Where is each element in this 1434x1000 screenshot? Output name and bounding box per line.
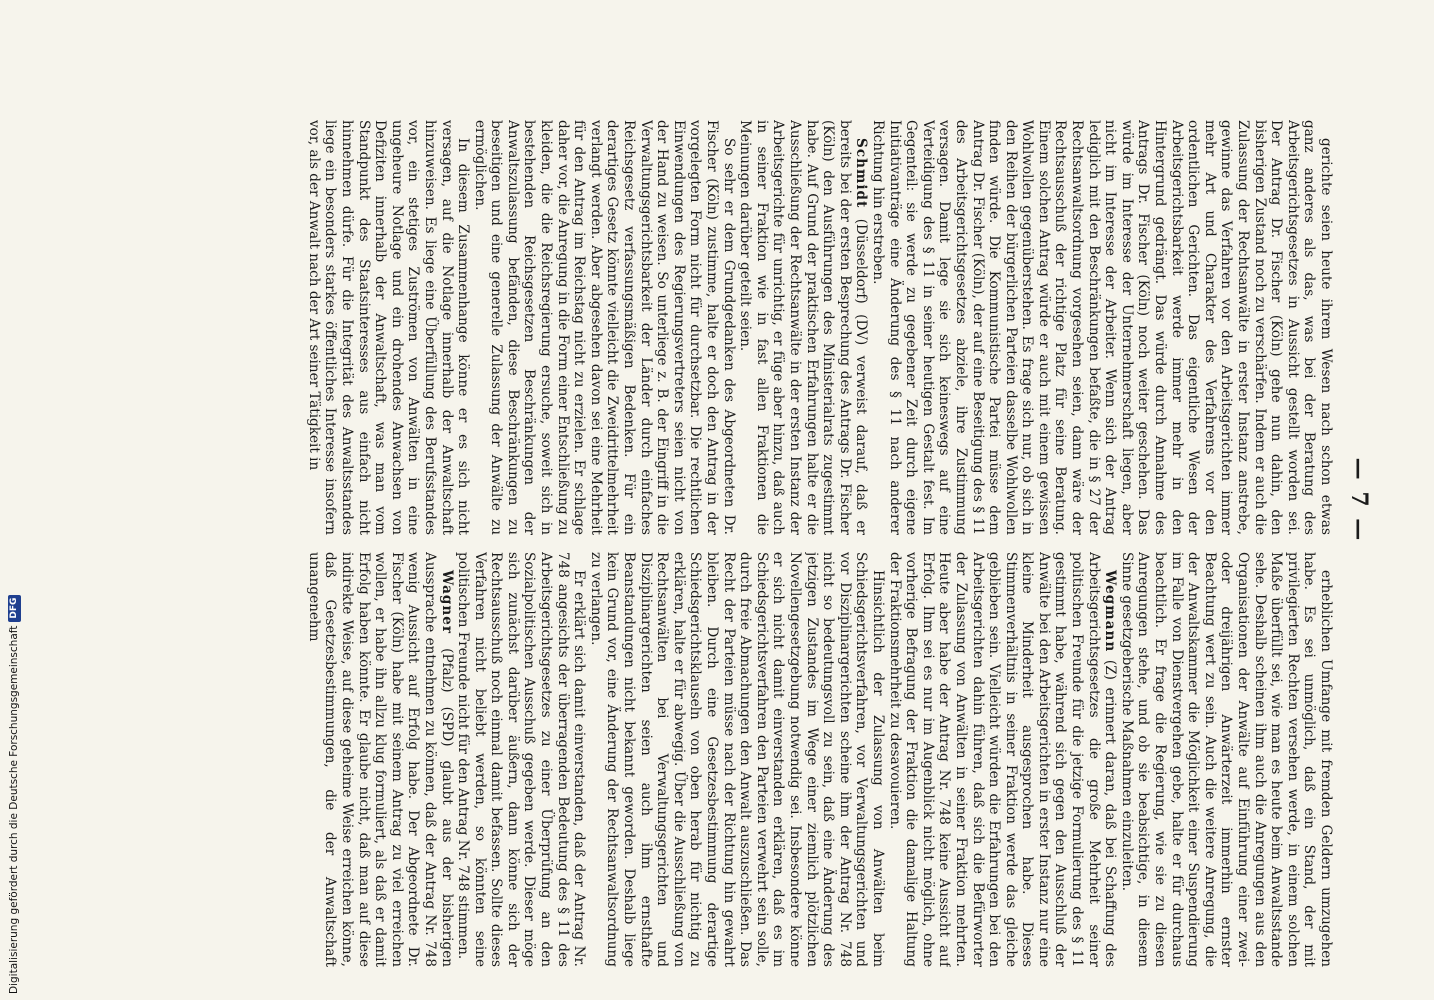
paragraph-top-3: So sehr er dem Grundgedanken des Abgeordneten Dr. Fischer (Köln) zustimme, halte er doch den Antrag in der vorgelegten Form nicht für durchsetzbar. Die rechtlichen Einwendungen des Regierungsvertreters seien nicht von der Hand zu weisen. So unterliege z. B. der Eingriff in die Verwaltungsgerichtsbarkeit der Länder durch einfaches Reichsgesetz verfassungsmäßigen Bedenken. Für ein derartiges Gesetz könnte vielleicht die Zweidrittelmehrheit verlangt werden. Aber abgesehen davon sei eine Mehrheit für den Antrag im Reichstag nicht zu erzielen. Er schlage daher vor, die Anregung in die Form einer Entschließung zu kleiden, die die Reichsregierung ersuche, soweit sich in bestehenden Reichsgesetzen Beschränkungen der Anwaltszulassung befänden, diese Beschränkungen zu beseitigen und eine generelle Zulassung der Anwälte zu ermöglichen. [471, 120, 737, 535]
paragraph-text: verweist darauf, daß er bereits bei der ersten Besprechung des Antrags Dr. Fischer (Köln) den Ausführungen des Ministerialrats zugestimmt habe. Auf Grund der praktischen Erfahrungen halte er die Ausschließung der Rechtsanwälte in der ersten Instanz der Arbeitsgerichte für unrichtig, er füge aber hinzu, daß auch in seiner Fraktion wie in fast allen Fraktionen die Meinungen darüber geteilt seien. [737, 120, 870, 535]
paragraph-top-4: In diesem Zusammenhange könne er es sich nicht versagen, auf die Notlage innerhalb der Anwaltschaft hinzuweisen. Es liege eine Überfüllung des Berufsstandes vor, ein stetiges Zuströmen von Anwälten in eine ungeheure Notlage und ein drohendes Anwachsen von Defiziten innerhalb der Anwaltschaft, was man vom Standpunkt des Staatsinteresses aus einfach nicht hinnehmen dürfe. Für die Integrität des Anwaltsstandes liege ein besonders starkes öffentliches Interesse insofern vor, als der Anwalt nach der Art seiner Tätigkeit in [305, 120, 472, 535]
dfg-logo-icon: DFG [8, 595, 21, 622]
left-column [254, 120, 1334, 535]
paragraph-top-1: gerichte seien heute ihrem Wesen nach schon etwas ganz anderes als das, was bei der Beratung des Arbeitsgerichtsgesetzes in Aussicht gestellt worden sei. Der Antrag Dr. Fischer (Köln) gehe nun dahin, den bisherigen Zustand noch zu verschärfen. Indem er auch die Zulassung der Rechtsanwälte in erster Instanz anstrebe, gewinne das Verfahren vor den Arbeitsgerichten immer mehr Art und Charakter des Verfahrens vor den ordentlichen Gerichten. Das eigentliche Wesen der Arbeitsgerichtsbarkeit werde immer mehr in den Hintergrund gedrängt. Das würde durch Annahme des Antrags Dr. Fischer (Köln) noch weiter geschehen. Das würde im Interesse der Unternehmerschaft liegen, aber nicht im Interesse der Arbeiter. Wenn sich der Antrag lediglich mit den Beschränkungen befaßte, die in § 27 der Rechtsanwaltsordnung vorgesehen seien, dann wäre der Rechtsausschuß der richtige Platz für seine Beratung. Einem solchen Antrag würde er auch mit einem gewissen Wohlwollen gegenüberstehen. Es frage sich nur, ob sich in den Reihen der bürgerlichen Parteien dasselbe Wohlwollen finden würde. Die Kommunistische Partei müsse dem Antrag Dr. Fischer (Köln), der auf eine Beseitigung des § 11 des Arbeitsgerichtsgesetzes abziele, ihre Zustimmung versagen. Damit lege sie sich keineswegs auf eine Verteidigung des § 11 in seiner heutigen Gestalt fest. Im Gegenteil: sie werde zu gegebener Zeit durch eigene Initiativanträge eine Änderung des § 11 nach anderer Richtung hin erstreben. [869, 120, 1334, 535]
digitization-footer [4, 597, 20, 996]
page-number: — 7 — [1346, 457, 1372, 543]
paragraph-right-1: erheblichen Umfange mit fremden Geldern umzugehen habe. Es sei unmöglich, daß ein Stand, der mit privilegierten Rechten versehen werde, in einem solchen Maße überfüllt sei, wie man es heute beim Anwaltsstande sehe. Deshalb scheinen ihm auch die Anregungen aus den Organisationen der Anwälte auf Einführung einer zwei- oder dreijährigen Anwärterzeit immerhin ernster Beachtung wert zu sein. Auch die weitere Anregung, die der Anwaltskammer die Möglichkeit einer Suspendierung im Falle von Dienstvergehen gebe, halte er für durchaus beachtlich. Er frage die Regierung, wie sie zu diesen Anregungen stehe, und ob sie beabsichtige, in diesem Sinne gesetzgeberische Maßnahmen einzuleiten. [1118, 552, 1334, 967]
paragraph-text: erinnert daran, daß bei Schaffung des Arbeitsgerichtsgesetzes die große Mehrheit seiner politischen Freunde für die jetzige Formulierung des § 11 gestimmt habe, während sich gegen den Ausschluß der Anwälte bei den Arbeitsgerichten in erster Instanz nur eine kleine Minderheit ausgesprochen habe. Dieses Stimmenverhältnis in seiner Fraktion werde das gleiche geblieben sein. Vielleicht würden die Erfahrungen bei den Arbeitsgerichten dahin führen, daß sich die Befürworter der Zulassung von Anwälten in seiner Fraktion mehrten. Heute aber habe der Antrag Nr. 748 keine Aussicht auf Erfolg. Ihm sei es nur im Augenblick nicht möglich, ohne vorherige Befragung der Fraktion die damalige Haltung der Fraktionsmehrheit zu desavouieren. [886, 552, 1119, 967]
paragraph-wagner [305, 552, 454, 967]
footer-credit-text: Digitalisierung gefördert durch die Deutsche Forschungsgemeinschaft [8, 625, 20, 994]
speaker-party: (Z) [1102, 659, 1119, 680]
speaker-party: (Düsseldorf) (DV) [853, 218, 870, 346]
right-column [254, 552, 1334, 967]
speaker-party: (Pfalz) (SPD) [438, 648, 455, 747]
speaker-name: Schmidt [853, 138, 870, 209]
paragraph-text: glaubt aus der bisherigen Aussprache entnehmen zu können, daß der Antrag Nr. 748 wenig Aussicht auf Erfolg habe. Der Abgeordnete Dr. Fischer (Köln) habe mit seinem Antrag zu viel erreichen wollen, er habe ihn allzu klug formuliert, als daß er damit Erfolg haben könnte. Er glaube nicht, daß man auf diese indirekte Weise, auf diese geheime Weise erreichen könne, daß Gesetzesbestimmungen, die der Anwaltschaft unangenehm [305, 552, 455, 967]
speaker-name: Wegmann [1102, 570, 1119, 653]
paragraph-wegmann [886, 552, 1118, 967]
speaker-name: Wagner [438, 570, 455, 635]
paragraph-right-3: Hinsichtlich der Zulassung von Anwälten beim Schiedsgerichtsverfahren, vor Verwaltungsgerichten und vor Disziplinargerichten scheine ihm der Antrag Nr. 748 nicht so bedeutungsvoll zu sein, daß eine Änderung des jetzigen Zustandes im Wege einer ziemlich plötzlichen Novellengesetzgebung notwendig sei. Insbesondere könne er sich nicht damit einverstanden erklären, daß es im Schiedsgerichtsverfahren den Parteien verwehrt sein solle, durch freie Abmachungen den Anwalt auszuschließen. Das Recht der Parteien müsse nach der Richtung hin gewahrt bleiben. Durch eine Gesetzesbestimmung derartige Schiedsgerichtsklauseln von oben herab für nichtig zu erklären, halte er für abwegig. Über die Ausschließung von Rechtsanwälten bei Verwaltungsgerichten und Disziplinargerichten seien auch ihm ernsthafte Beanstandungen nicht bekannt geworden. Deshalb liege kein Grund vor, eine Änderung der Rechtsanwaltsordnung zu verlangen. [587, 552, 886, 967]
paragraph-left-1: Er erklärt sich damit einverstanden, daß der Antrag Nr. 748 angesichts der überragenden Bedeutung des § 11 des Arbeitsgerichtsgesetzes zu einer Überprüfung an den Sozialpolitischen Ausschuß gegeben werde. Dieser möge sich zunächst darüber äußern, dann könne sich der Rechtsausschuß noch einmal damit befassen. Sollte dieses Verfahren nicht beliebt werden, so könnten seine politischen Freunde nicht für den Antrag Nr. 748 stimmen. [455, 552, 588, 967]
paragraph-schmidt [737, 120, 870, 535]
